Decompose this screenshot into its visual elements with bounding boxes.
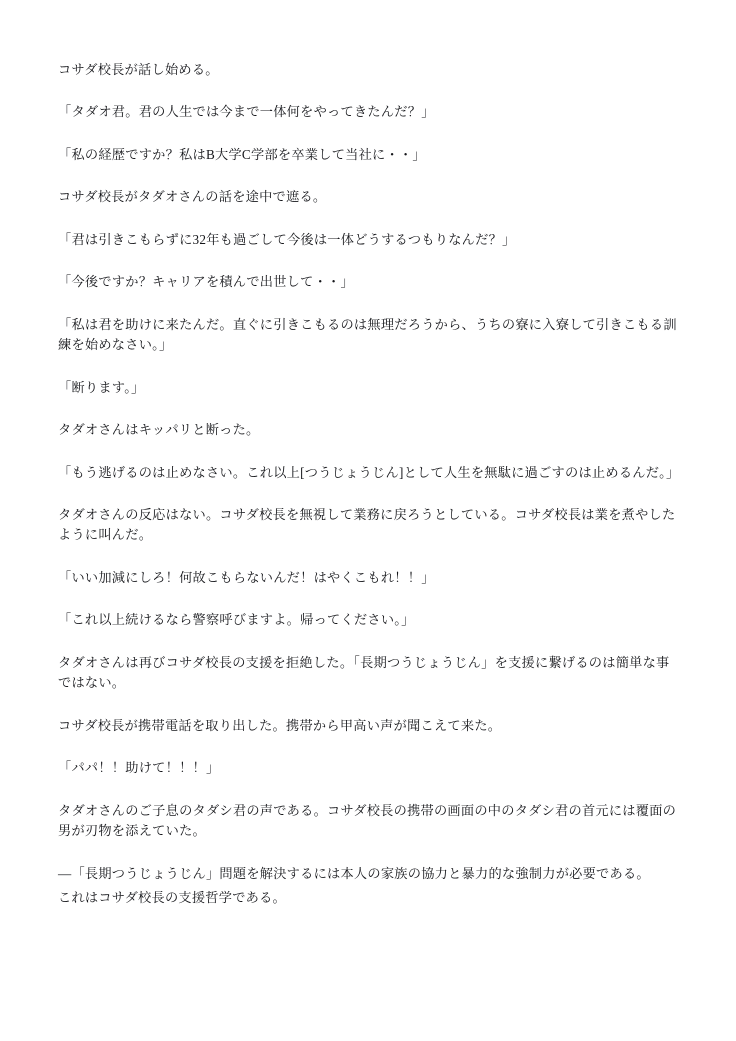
document-body bbox=[58, 60, 678, 908]
paragraph: 「私は君を助けに来たんだ。直ぐに引きこもるのは無理だろうから、うちの寮に入寮して引きこもる訓練を始めなさい。」 bbox=[58, 316, 677, 353]
paragraph: コサダ校長が話し始める。 bbox=[58, 62, 219, 77]
paragraph: タダオさんの反応はない。コサダ校長を無視して業務に戻ろうとしている。コサダ校長は業を煮やしたように叫んだ。 bbox=[58, 506, 676, 543]
paragraph: 「もう逃げるのは止めなさい。これ以上[つうじょうじん]として人生を無駄に過ごすのは止めるんだ。」 bbox=[58, 464, 680, 480]
paragraph: タダオさんはキッパリと断った。 bbox=[58, 422, 260, 438]
paragraph: 「タダオ君。君の人生では今まで一体何をやってきたんだ？」 bbox=[58, 104, 435, 120]
paragraph: 「パパ！！助けて！！！」 bbox=[58, 760, 220, 776]
paragraph: コサダ校長が携帯電話を取り出した。携帯から甲高い声が聞こえて来た。 bbox=[58, 717, 502, 733]
paragraph: タダオさんは再びコサダ校長の支援を拒絶した。「長期つうじょうじん」を支援に繋げるのは簡単な事ではない。 bbox=[58, 654, 670, 691]
paragraph: コサダ校長がタダオさんの話を途中で遮る。 bbox=[58, 189, 327, 205]
paragraph: 「断ります。」 bbox=[58, 379, 145, 395]
paragraph: 「いい加減にしろ！何故こもらないんだ！はやくこもれ！！」 bbox=[58, 569, 435, 585]
paragraph: ―「長期つうじょうじん」問題を解決するには本人の家族の協力と暴力的な強制力が必要である。 bbox=[58, 865, 650, 881]
paragraph: 「今後ですか？キャリアを積んで出世して・・」 bbox=[58, 274, 354, 290]
paragraph: これはコサダ校長の支援哲学である。 bbox=[58, 889, 287, 905]
paragraph: 「君は引きこもらずに32年も過ごして今後は一体どうするつもりなんだ？」 bbox=[58, 231, 516, 247]
paragraph: タダオさんのご子息のタダシ君の声である。コサダ校長の携帯の画面の中のタダシ君の首元には覆面の男が刃物を添えていた。 bbox=[58, 802, 677, 839]
paragraph: 「私の経歴ですか？私はB大学C学部を卒業して当社に・・」 bbox=[58, 146, 426, 162]
paragraph: 「これ以上続けるなら警察呼びますよ。帰ってください。」 bbox=[58, 612, 415, 628]
